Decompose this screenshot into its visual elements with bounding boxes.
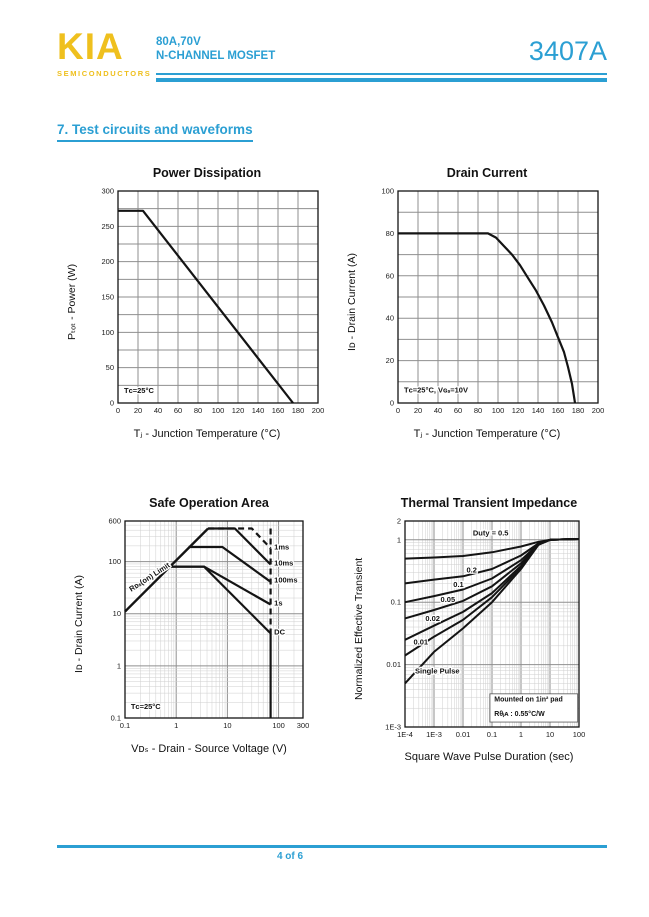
chart-thermal-transient-impedance	[353, 496, 609, 763]
chart-drain-current	[346, 166, 612, 440]
y-tick-labels	[381, 187, 394, 408]
svg-text:40: 40	[433, 406, 443, 415]
y-axis-label: Normalized Effective Transient	[353, 557, 365, 701]
section-heading: 7. Test circuits and waveforms	[57, 122, 253, 142]
svg-text:80: 80	[385, 228, 394, 238]
svg-text:1: 1	[174, 721, 179, 730]
svg-text:10: 10	[112, 609, 121, 619]
svg-text:120: 120	[511, 406, 525, 415]
svg-text:1E-3: 1E-3	[426, 730, 442, 739]
plot-label: Tᴄ=25°C	[124, 386, 154, 396]
power-dissipation-plot	[82, 183, 332, 421]
svg-text:20: 20	[385, 356, 394, 366]
plot-label: 1ms	[274, 542, 290, 552]
x-tick-labels	[120, 721, 309, 730]
svg-text:20: 20	[133, 406, 143, 415]
svg-text:140: 140	[251, 406, 265, 415]
svg-text:120: 120	[231, 406, 245, 415]
svg-text:0: 0	[389, 398, 394, 408]
plot-label: Rθⱼᴀ : 0.55°C/W	[494, 711, 545, 719]
header-rule-thin	[156, 73, 607, 75]
y-tick-labels	[101, 187, 114, 408]
x-axis-label: Tⱼ - Junction Temperature (°C)	[133, 428, 281, 440]
product-description	[156, 35, 275, 64]
svg-text:160: 160	[551, 406, 565, 415]
chart-safe-operation-area	[73, 496, 329, 755]
svg-text:40: 40	[385, 313, 394, 323]
svg-text:1E-3: 1E-3	[385, 722, 401, 732]
svg-text:40: 40	[153, 406, 163, 415]
svg-text:600: 600	[108, 516, 121, 526]
svg-text:2: 2	[396, 516, 401, 526]
svg-text:150: 150	[101, 292, 114, 302]
safe-operation-area-plot	[89, 513, 329, 736]
svg-text:200: 200	[101, 257, 114, 267]
svg-text:80: 80	[473, 406, 483, 415]
svg-text:60: 60	[453, 406, 463, 415]
plot-label: 0.1	[453, 580, 464, 590]
chart-title: Safe Operation Area	[149, 496, 269, 510]
svg-text:200: 200	[311, 406, 325, 415]
header-rule-thick	[156, 78, 607, 82]
plot-label: Single Pulse	[414, 666, 460, 676]
x-axis-label: Tⱼ - Junction Temperature (°C)	[413, 428, 561, 440]
svg-text:100: 100	[491, 406, 505, 415]
chart-title: Drain Current	[446, 166, 528, 180]
x-axis-label: Square Wave Pulse Duration (sec)	[404, 751, 574, 763]
svg-text:0: 0	[395, 406, 401, 415]
plot-label: Mounted on 1in² pad	[494, 696, 563, 704]
svg-text:1: 1	[396, 535, 401, 545]
chart-title: Power Dissipation	[152, 166, 262, 180]
y-axis-label: Pₜₒₜ - Power (W)	[66, 263, 78, 341]
svg-text:100: 100	[108, 557, 121, 567]
svg-text:60: 60	[385, 271, 394, 281]
y-axis-label: Iᴅ - Drain Current (A)	[73, 575, 85, 674]
svg-text:0.1: 0.1	[486, 730, 498, 739]
plot-label: 0.05	[440, 595, 456, 605]
svg-text:100: 100	[572, 730, 586, 739]
svg-text:100: 100	[101, 327, 114, 337]
y-axis-label: Iᴅ - Drain Current (A)	[346, 253, 358, 351]
thermal-transient-impedance-plot	[369, 513, 609, 745]
plot-label: DC	[274, 627, 286, 637]
svg-text:80: 80	[193, 406, 203, 415]
svg-text:160: 160	[271, 406, 285, 415]
svg-text:250: 250	[101, 221, 114, 231]
svg-text:300: 300	[296, 721, 310, 730]
x-tick-labels	[397, 730, 585, 739]
plot-label: 0.2	[466, 565, 477, 575]
product-rating: 80A,70V	[156, 36, 201, 48]
drain-current-plot	[362, 183, 612, 421]
plot-label: 0.01	[413, 637, 429, 647]
x-axis-label: Vᴅₛ - Drain - Source Voltage (V)	[131, 743, 287, 755]
plot-label: Tᴄ=25°C	[130, 701, 161, 711]
svg-text:1E-4: 1E-4	[397, 730, 413, 739]
svg-text:0.1: 0.1	[390, 597, 401, 607]
x-tick-labels	[116, 406, 324, 415]
plot-label: 0.02	[425, 613, 440, 623]
svg-text:60: 60	[173, 406, 183, 415]
svg-text:300: 300	[101, 186, 114, 196]
svg-text:100: 100	[381, 186, 394, 196]
kia-logo-subtext: SEMICONDUCTORS	[57, 69, 152, 78]
svg-text:0.01: 0.01	[455, 730, 471, 739]
svg-text:10: 10	[545, 730, 555, 739]
svg-text:180: 180	[291, 406, 305, 415]
plot-label: Rᴅₛ(on) Limit	[127, 560, 172, 594]
y-tick-labels	[385, 517, 401, 732]
svg-text:200: 200	[591, 406, 605, 415]
svg-text:0.1: 0.1	[110, 713, 121, 723]
svg-text:50: 50	[105, 363, 114, 373]
svg-text:180: 180	[571, 406, 585, 415]
plot-label: Duty = 0.5	[472, 528, 509, 538]
part-number: 3407A	[528, 36, 607, 66]
page-indicator: 4 of 6	[276, 851, 304, 862]
svg-text:1: 1	[518, 730, 524, 739]
x-tick-labels	[396, 406, 604, 415]
kia-logo	[57, 28, 151, 78]
plot-label: 10ms	[274, 558, 294, 568]
kia-logo-text: KIA	[57, 26, 124, 67]
svg-text:140: 140	[531, 406, 545, 415]
svg-text:100: 100	[272, 721, 285, 730]
svg-text:0.1: 0.1	[119, 721, 131, 730]
svg-text:0.01: 0.01	[386, 660, 401, 670]
svg-text:20: 20	[413, 406, 423, 415]
y-tick-labels	[108, 517, 121, 723]
chart-title: Thermal Transient Impedance	[400, 496, 578, 510]
curve-dc	[170, 567, 271, 718]
plot-label: 100ms	[274, 575, 298, 585]
svg-text:0: 0	[109, 398, 114, 408]
footer-rule	[57, 845, 607, 848]
svg-text:10: 10	[223, 721, 232, 730]
grid	[118, 191, 318, 403]
svg-text:1: 1	[116, 661, 121, 671]
svg-text:0: 0	[115, 406, 121, 415]
curve-ptot-vs-tj	[118, 211, 293, 403]
svg-text:100: 100	[211, 406, 225, 415]
plot-label: 1s	[274, 598, 283, 608]
chart-power-dissipation	[66, 166, 332, 440]
curve-1s	[170, 567, 271, 605]
product-type: N-CHANNEL MOSFET	[156, 50, 276, 63]
plot-label: Tᴄ=25°C, Vɢₛ=10V	[404, 385, 468, 395]
